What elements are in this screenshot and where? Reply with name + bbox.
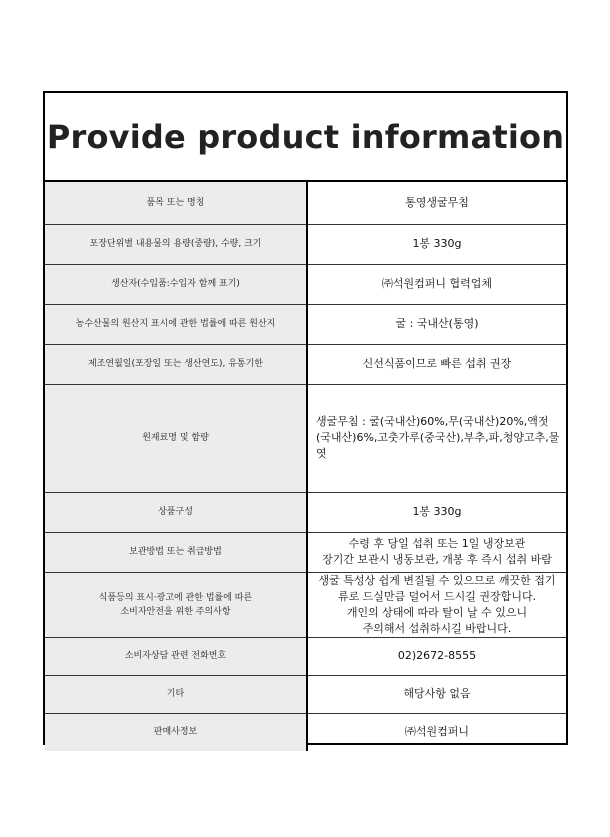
value-line: 장기간 보관시 냉동보관, 개봉 후 즉시 섭취 바람 (322, 553, 552, 566)
table-row (45, 492, 566, 532)
table-row (45, 224, 566, 264)
table-row (45, 264, 566, 304)
page-title: Provide product information (46, 117, 565, 156)
row-value: 생굴무침 : 굴(국내산)60%,무(국내산)20%,액젓(국내산)6%,고춧가루(중국산),부추,파,청양고추,물엿 (307, 384, 566, 492)
row-value: 1봉 330g (307, 224, 566, 264)
row-label: 제조연월일(포장일 또는 생산연도), 유통기한 (45, 344, 307, 384)
row-value: 신선식품이므로 빠른 섭취 권장 (307, 344, 566, 384)
table-row (45, 344, 566, 384)
row-value: ㈜석원컴퍼니 (307, 713, 566, 751)
row-value: 굴 : 국내산(통영) (307, 304, 566, 344)
table-row (45, 182, 566, 224)
row-value (307, 572, 566, 637)
row-label: 농수산물의 원산지 표시에 관한 법률에 따른 원산지 (45, 304, 307, 344)
row-value: 통영생굴무침 (405, 195, 469, 209)
row-value: 02)2672-8555 (307, 637, 566, 675)
value-line: 주의해서 섭취하시길 바랍니다. (362, 621, 512, 635)
label-line: 식품등의 표시·광고에 관한 법률에 따른 (98, 592, 253, 603)
table-row (45, 713, 566, 751)
table-row (45, 384, 566, 492)
row-label: 보관방법 또는 취급방법 (45, 532, 307, 572)
table-row (45, 304, 566, 344)
row-label: 상품구성 (45, 492, 307, 532)
row-label: 기타 (45, 675, 307, 713)
product-info-table (45, 182, 566, 751)
row-label: 판매사정보 (45, 713, 307, 751)
row-label: 원재료명 및 함량 (45, 384, 307, 492)
table-row (45, 637, 566, 675)
value-line: 생굴 특성상 쉽게 변질될 수 있으므로 깨끗한 접기 (318, 573, 556, 587)
value-line: 개인의 상태에 따라 탈이 날 수 있으니 (346, 605, 528, 619)
table-row (45, 675, 566, 713)
table-row (45, 532, 566, 572)
title-banner (45, 93, 566, 182)
row-label: 생산자(수입품:수입자 함께 표기) (45, 264, 307, 304)
value-line: 류로 드실만큼 덜어서 드시길 권장합니다. (337, 589, 537, 603)
product-info-sheet (43, 91, 568, 745)
value-line: 수령 후 당일 섭취 또는 1일 냉장보관 (348, 537, 526, 550)
row-label (45, 572, 307, 637)
label-line: 소비자안전을 위한 주의사항 (120, 606, 231, 617)
table-row (45, 572, 566, 637)
row-label: 품목 또는 명칭 (45, 182, 307, 224)
row-value: 해당사항 없음 (307, 675, 566, 713)
row-value: ㈜석원컴퍼니 협력업체 (307, 264, 566, 304)
row-value: 1봉 330g (307, 492, 566, 532)
row-label: 소비자상담 관련 전화번호 (45, 637, 307, 675)
row-label: 포장단위별 내용물의 용량(중량), 수량, 크기 (45, 224, 307, 264)
row-value (307, 532, 566, 572)
